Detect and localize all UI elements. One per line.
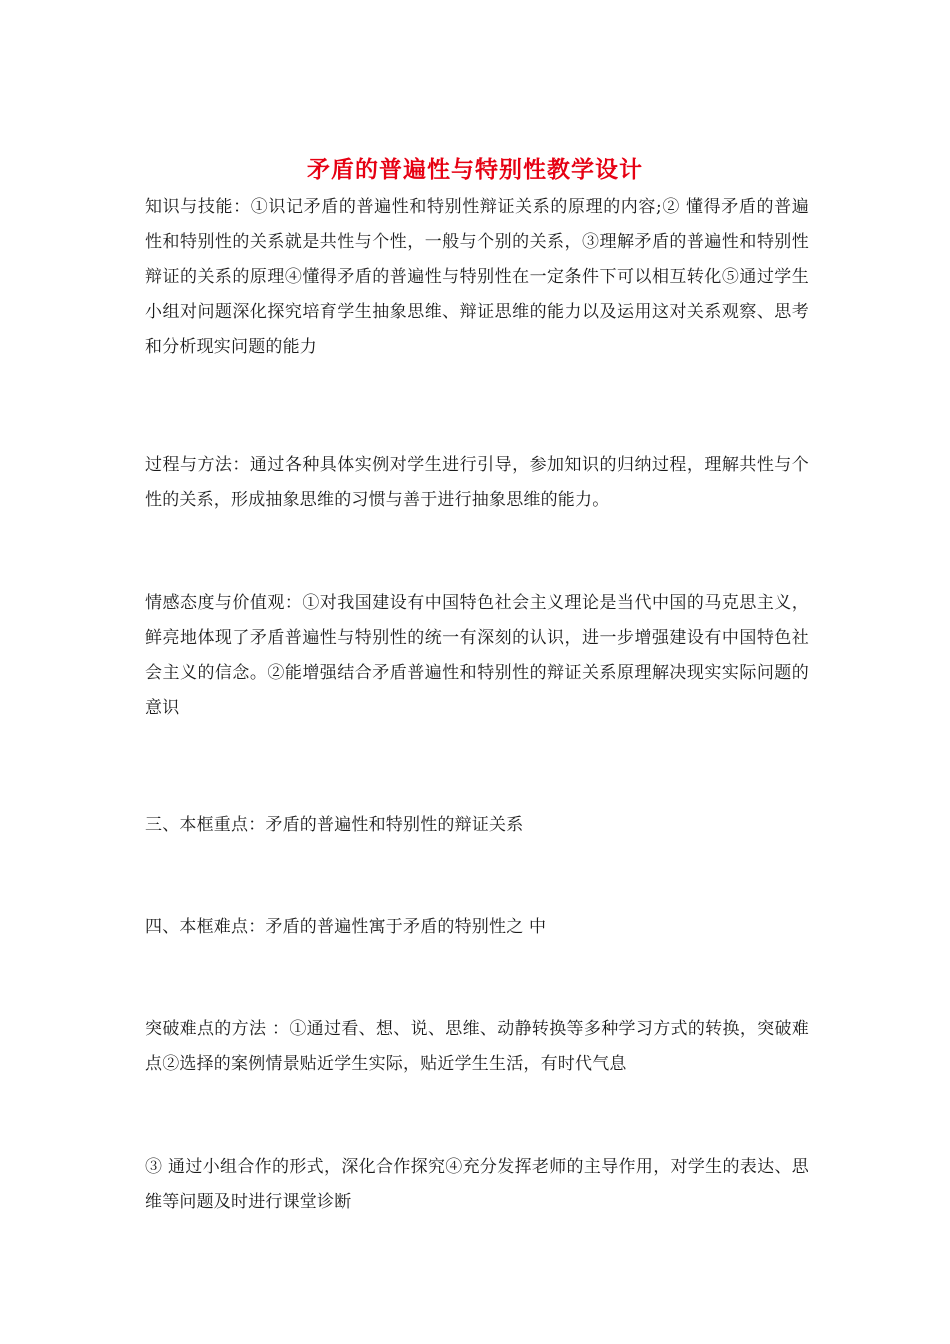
paragraph-difficulty: 四、本框难点：矛盾的普遍性寓于矛盾的特别性之 中 bbox=[145, 917, 547, 937]
paragraph-process-method: 过程与方法：通过各种具体实例对学生进行引导，参加知识的归纳过程，理解共性与个性的关系，形成抽象思维的习惯与善于进行抽象思维的能力。 bbox=[145, 455, 809, 510]
paragraph-group-cooperation: ③ 通过小组合作的形式，深化合作探究④充分发挥老师的主导作用，对学生的表达、思维等问题及时进行课堂诊断 bbox=[145, 1157, 809, 1212]
paragraph-knowledge-skills: 知识与技能：①识记矛盾的普遍性和特别性辩证关系的原理的内容;② 懂得矛盾的普遍性和特别性的关系就是共性与个性，一般与个别的关系，③理解矛盾的普遍性和特别性辩证的关系的原理④懂得矛盾的普遍性与特别性在一定条件下可以相互转化⑤通过学生小组对问题深化探究培育学生抽象思维、辩证思维的能力以及运用这对关系观察、思考和分析现实问题的能力 bbox=[145, 197, 809, 357]
paragraph-breakthrough-method: 突破难点的方法 ：①通过看、想、说、思维、动静转换等多种学习方式的转换，突破难点②选择的案例情景贴近学生实际，贴近学生生活，有时代气息 bbox=[145, 1019, 809, 1074]
paragraph-emotion-values: 情感态度与价值观：①对我国建设有中国特色社会主义理论是当代中国的马克思主义，鲜亮地体现了矛盾普遍性与特别性的统一有深刻的认识，进一步增强建设有中国特色社会主义的信念。②能增强结合矛盾普遍性和特别性的辩证关系原理解决现实实际问题的意识 bbox=[145, 593, 809, 718]
document-title: 矛盾的普遍性与特别性教学设计 bbox=[307, 156, 643, 183]
paragraph-key-point: 三、本框重点：矛盾的普遍性和特别性的辩证关系 bbox=[145, 815, 524, 835]
